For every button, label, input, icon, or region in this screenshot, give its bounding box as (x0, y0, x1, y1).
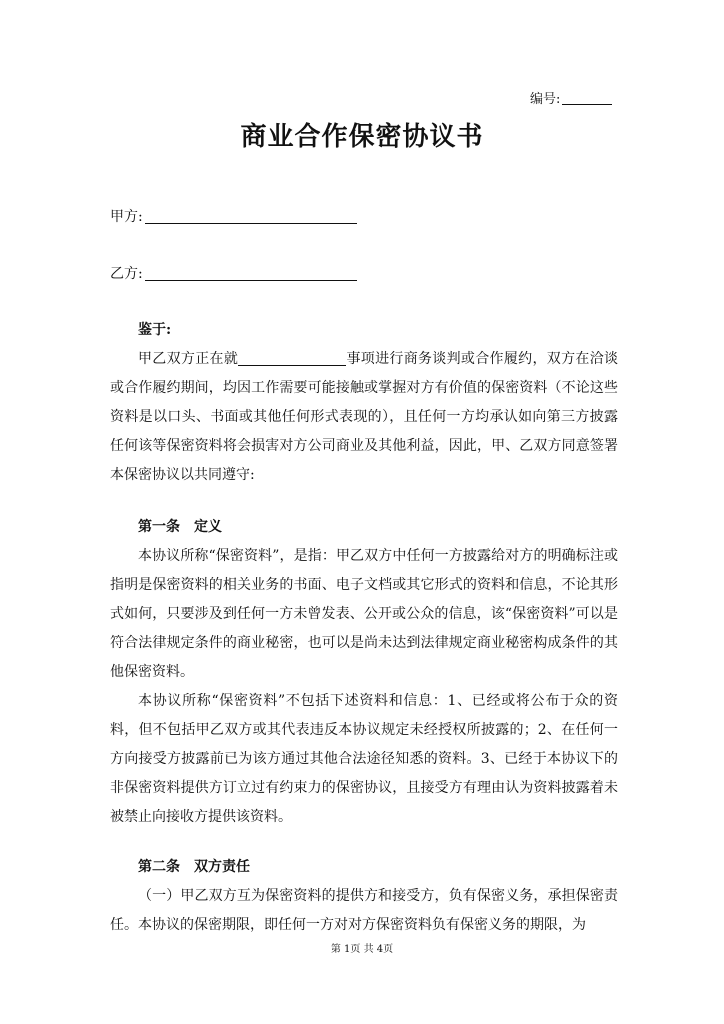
recitals-text-after: 事项进行商务谈判或合作履约，双方在洽谈或合作履约期间，均因工作需要可能接触或掌握对方有价值的保密资料（不论这些资料是以口头、书面或其他任何形式表现的），且任何一方均承认如向第三方披露任何该等保密资料将会损害对方公司商业及其他利益，因此，甲、乙双方同意签署本保密协议以共同遵守: (110, 351, 619, 483)
article-2-paragraph: （一）甲乙双方互为保密资料的提供方和接受方，负有保密义务，承担保密责任。本协议的保密期限，即任何一方对对方保密资料负有保密义务的期限，为 (110, 888, 618, 933)
party-a-blank (145, 209, 357, 224)
article-1-section (110, 513, 618, 832)
party-b-blank (145, 266, 357, 281)
recitals-heading: 鉴于: (138, 322, 172, 338)
recitals-section (110, 316, 618, 490)
article-2-heading: 第二条 双方责任 (138, 859, 250, 875)
document-number-blank (562, 92, 612, 105)
recitals-paragraph (110, 345, 618, 490)
party-b-label: 乙方: (110, 266, 143, 282)
party-a-label: 甲方: (110, 209, 143, 225)
document-number (530, 88, 612, 107)
document-title: 商业合作保密协议书 (240, 122, 484, 152)
page-footer: 第 1页 共 4页 (330, 944, 394, 955)
article-1-paragraph-2: 本协议所称“保密资料”不包括下述资料和信息：1、已经或将公布于众的资料，但不包括甲乙双方或其代表违反本协议规定未经授权所披露的；2、在任何一方向接受方披露前已为该方通过其他合法途径知悉的资料。3、已经于本协议下的非保密资料提供方订立过有约束力的保密协议，且接受方有理由认为资料披露着未被禁止向接收方提供该资料。 (110, 693, 618, 825)
article-2-section (110, 853, 618, 940)
article-1-heading: 第一条 定义 (138, 519, 222, 535)
document-number-label: 编号: (530, 92, 561, 107)
recitals-text-before: 甲乙双方正在就 (138, 351, 239, 367)
matter-blank (238, 351, 346, 366)
party-a-field (110, 206, 357, 226)
party-b-field (110, 263, 357, 283)
article-1-paragraph-1: 本协议所称“保密资料”，是指：甲乙双方中任何一方披露给对方的明确标注或指明是保密资料的相关业务的书面、电子文档或其它形式的资料和信息，不论其形式如何，只要涉及到任何一方未曾发表、公开或公众的信息，该“保密资料”可以是符合法律规定条件的商业秘密，也可以是尚未达到法律规定商业秘密构成条件的其他保密资料。 (110, 548, 618, 680)
